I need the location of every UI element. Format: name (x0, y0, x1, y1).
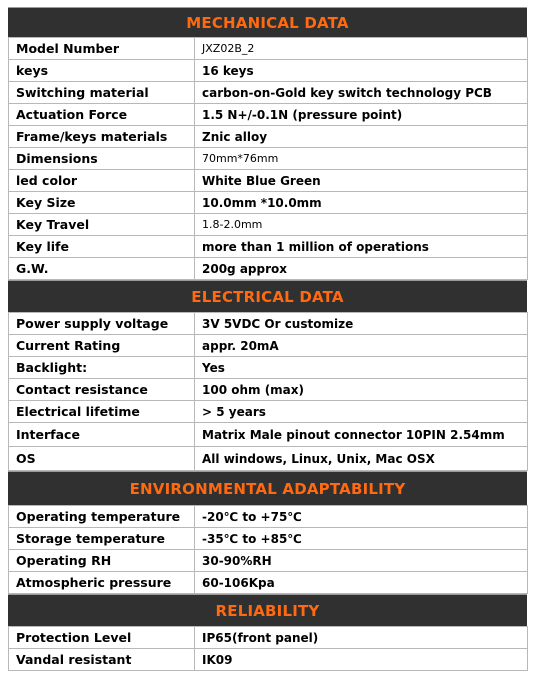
table-row (9, 214, 528, 236)
table-row (9, 60, 528, 82)
spec-value: appr. 20mA (195, 335, 528, 357)
spec-label: Interface (9, 423, 195, 447)
spec-value: -20℃ to +75℃ (195, 506, 528, 528)
spec-label: Dimensions (9, 148, 195, 170)
table-row (9, 170, 528, 192)
spec-label: Electrical lifetime (9, 401, 195, 423)
spec-label: keys (9, 60, 195, 82)
spec-label: Protection Level (9, 627, 195, 649)
spec-table-environmental-adaptability (8, 505, 528, 594)
spec-label: Actuation Force (9, 104, 195, 126)
table-row (9, 335, 528, 357)
table-row (9, 148, 528, 170)
spec-label: Atmospheric pressure (9, 572, 195, 594)
table-row (9, 528, 528, 550)
spec-label: Model Number (9, 38, 195, 60)
spec-label: Key Size (9, 192, 195, 214)
spec-table-mechanical-data (8, 37, 528, 280)
table-row (9, 357, 528, 379)
table-row (9, 313, 528, 335)
table-row (9, 447, 528, 471)
spec-value: JXZ02B_2 (195, 38, 528, 60)
table-row (9, 649, 528, 671)
section-header-environmental-adaptability: ENVIRONMENTAL ADAPTABILITY (8, 471, 527, 505)
spec-label: Vandal resistant (9, 649, 195, 671)
section-header-electrical-data: ELECTRICAL DATA (8, 280, 527, 312)
spec-label: led color (9, 170, 195, 192)
spec-label: OS (9, 447, 195, 471)
spec-value: 3V 5VDC Or customize (195, 313, 528, 335)
spec-value: White Blue Green (195, 170, 528, 192)
table-row (9, 126, 528, 148)
spec-label: G.W. (9, 258, 195, 280)
spec-value: All windows, Linux, Unix, Mac OSX (195, 447, 528, 471)
table-row (9, 192, 528, 214)
table-row (9, 627, 528, 649)
spec-value: 1.8-2.0mm (195, 214, 528, 236)
section-header-reliability: RELIABILITY (8, 594, 527, 626)
spec-value: -35℃ to +85℃ (195, 528, 528, 550)
table-row (9, 423, 528, 447)
spec-label: Switching material (9, 82, 195, 104)
spec-label: Operating temperature (9, 506, 195, 528)
spec-label: Backlight: (9, 357, 195, 379)
spec-value: 200g approx (195, 258, 528, 280)
table-row (9, 379, 528, 401)
spec-value: 10.0mm *10.0mm (195, 192, 528, 214)
spec-value: 70mm*76mm (195, 148, 528, 170)
table-row (9, 82, 528, 104)
table-row (9, 104, 528, 126)
table-row (9, 506, 528, 528)
spec-value: Znic alloy (195, 126, 528, 148)
spec-value: more than 1 million of operations (195, 236, 528, 258)
table-row (9, 401, 528, 423)
spec-label: Key life (9, 236, 195, 258)
table-row (9, 572, 528, 594)
spec-value: carbon-on-Gold key switch technology PCB (195, 82, 528, 104)
spec-value: 30-90%RH (195, 550, 528, 572)
spec-value: 1.5 N+/-0.1N (pressure point) (195, 104, 528, 126)
spec-value: IP65(front panel) (195, 627, 528, 649)
spec-value: IK09 (195, 649, 528, 671)
table-row (9, 38, 528, 60)
spec-label: Contact resistance (9, 379, 195, 401)
spec-label: Key Travel (9, 214, 195, 236)
spec-label: Frame/keys materials (9, 126, 195, 148)
table-row (9, 550, 528, 572)
spec-value: > 5 years (195, 401, 528, 423)
table-row (9, 236, 528, 258)
spec-value: Yes (195, 357, 528, 379)
spec-value: 16 keys (195, 60, 528, 82)
spec-label: Storage temperature (9, 528, 195, 550)
table-row (9, 258, 528, 280)
spec-label: Power supply voltage (9, 313, 195, 335)
spec-value: 60-106Kpa (195, 572, 528, 594)
spec-value: 100 ohm (max) (195, 379, 528, 401)
spec-table-reliability (8, 626, 528, 671)
spec-label: Operating RH (9, 550, 195, 572)
spec-label: Current Rating (9, 335, 195, 357)
spec-value: Matrix Male pinout connector 10PIN 2.54mm (195, 423, 528, 447)
spec-table-electrical-data (8, 312, 528, 471)
section-header-mechanical-data: MECHANICAL DATA (8, 7, 527, 37)
spec-sheet (8, 7, 527, 671)
